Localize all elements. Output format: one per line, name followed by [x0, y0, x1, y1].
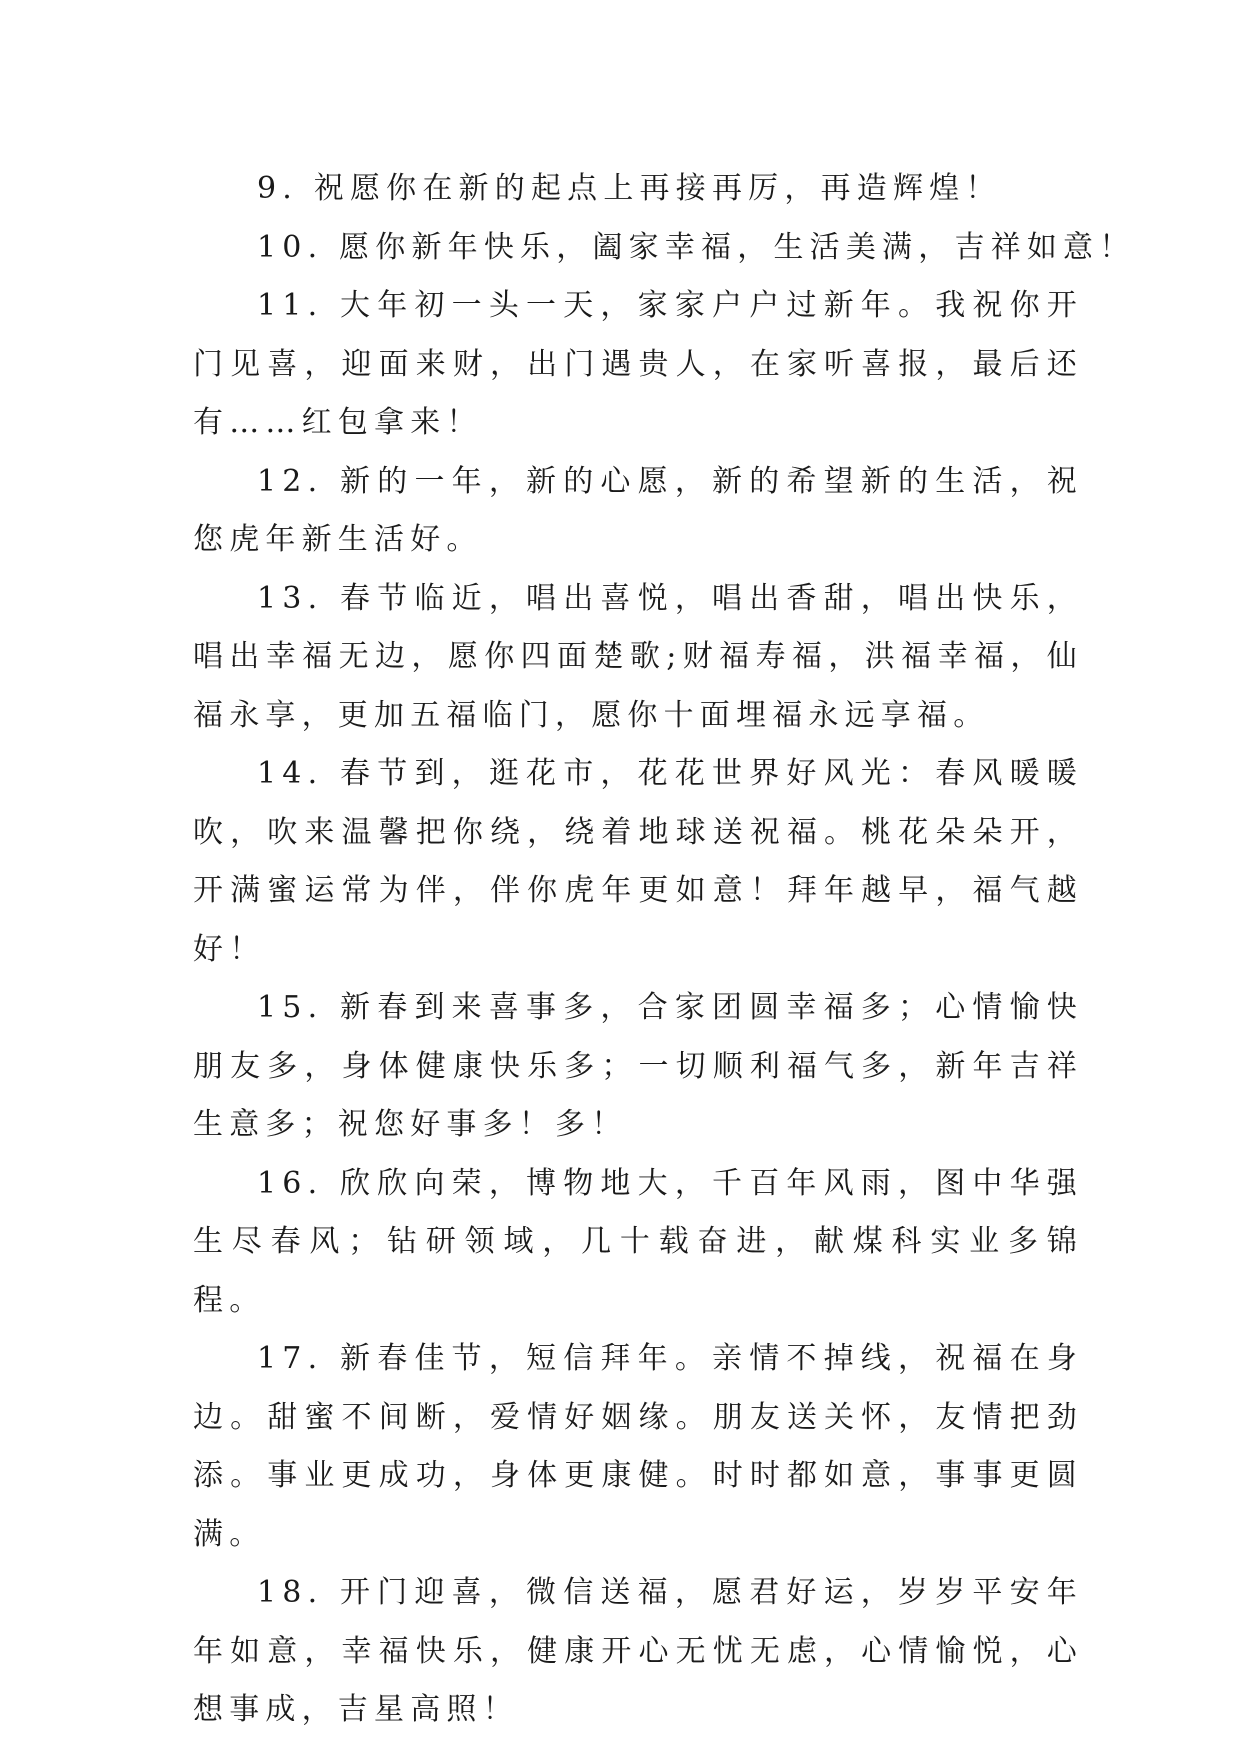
paragraph-12: 12. 新的一年，新的心愿，新的希望新的生活，祝您虎年新生活好。: [193, 463, 1083, 557]
paragraph-14: 14. 春节到，逛花市，花花世界好风光：春风暖暖吹，吹来温馨把你绕，绕着地球送祝福。桃花朵朵开，开满蜜运常为伴，伴你虎年更如意！拜年越早，福气越好！: [193, 756, 1083, 967]
paragraph-11: 11. 大年初一头一天，家家户户过新年。我祝你开门见喜，迎面来财，出门遇贵人，在家听喜报，最后还有……红包拿来！: [193, 288, 1083, 440]
paragraph-18: 18. 开门迎喜，微信送福，愿君好运，岁岁平安年年如意，幸福快乐，健康开心无忧无虑，心情愉悦，心想事成，吉星高照！: [193, 1575, 1083, 1727]
paragraph-13: 13. 春节临近，唱出喜悦，唱出香甜，唱出快乐，唱出幸福无边，愿你四面楚歌;财福寿福，洪福幸福，仙福永享，更加五福临门，愿你十面埋福永远享福。: [193, 580, 1083, 733]
paragraph-16: 16. 欣欣向荣，博物地大，千百年风雨，图中华强生尽春风；钻研领域，几十载奋进，献煤科实业多锦程。: [193, 1165, 1083, 1318]
paragraph-15: 15. 新春到来喜事多，合家团圆幸福多；心情愉快朋友多，身体健康快乐多；一切顺利福气多，新年吉祥生意多；祝您好事多！多！: [193, 990, 1083, 1142]
paragraph-9: 9. 祝愿你在新的起点上再接再厉，再造辉煌！: [257, 171, 1002, 206]
document-body: [193, 160, 1136, 1740]
paragraph-10: 10. 愿你新年快乐，阖家幸福，生活美满，吉祥如意！: [257, 229, 1136, 265]
paragraph-17: 17. 新春佳节，短信拜年。亲情不掉线，祝福在身边。甜蜜不间断，爱情好姻缘。朋友送关怀，友情把劲添。事业更成功，身体更康健。时时都如意，事事更圆满。: [193, 1341, 1083, 1552]
